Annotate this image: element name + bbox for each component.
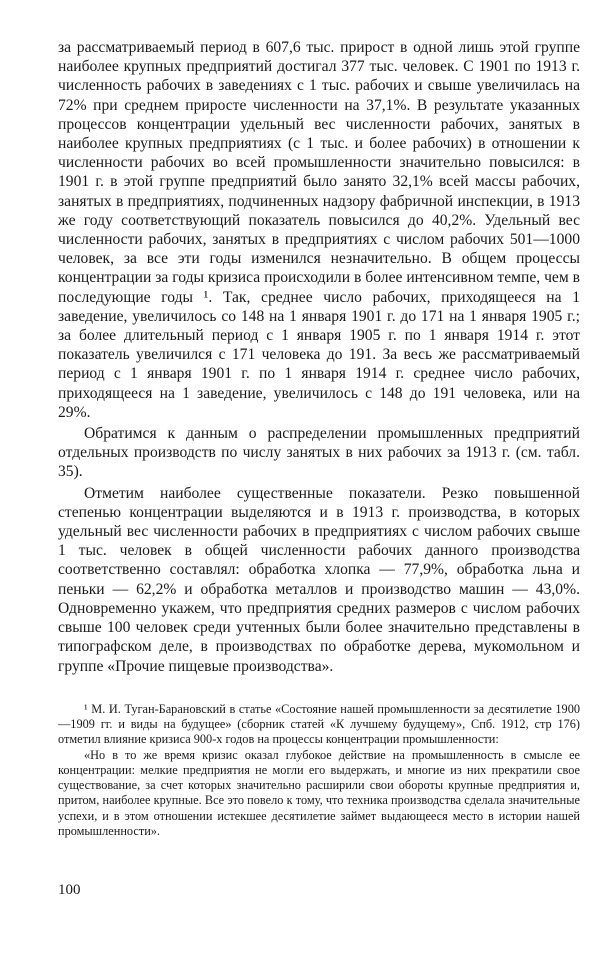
page-content xyxy=(58,38,580,839)
main-text xyxy=(58,38,580,676)
footnotes xyxy=(58,702,580,840)
page-number: 100 xyxy=(58,882,81,898)
paragraph-2: Обратимся к данным о распределении промышленных предприятий отдельных производств по числу занятых в них рабочих за 1913 г. (см. табл. 35). xyxy=(58,425,580,481)
footnote-quote: «Но в то же время кризис оказал глубокое действие на промышленность в смысле ее концентрации: мелкие предприятия не могли его выдержать, и многие из них прекратили свое существование, за счет которых значительно расширили свои обороты крупные предприятия и, притом, наиболее крупные. Все это повело к тому, что техника производства сделала значительные успехи, и в этом отношении истекшее десятилетие займет выдающееся место в истории нашей промышленности». xyxy=(58,747,580,839)
paragraph-1: за рассматриваемый период в 607,6 тыс. прирост в одной лишь этой группе наиболее крупных предприятий достигал 377 тыс. человек. С 1901 по 1913 г. численность рабочих в заведениях с 1 тыс. рабочих и свыше увеличилась на 72% при среднем приросте численности на 37,1%. В результате указанных процессов концентрации удельный вес численности рабочих, занятых в наиболее крупных предприятиях (с 1 тыс. и более рабочих) в отношении к численности рабочих во всей промышленности значительно повысился: в 1901 г. в этой группе предприятий было занято 32,1% всей массы рабочих, занятых в предприятиях, подчиненных надзору фабричной инспекции, в 1913 же году соответствующий показатель повысился до 40,2%. Удельный вес численности рабочих, занятых в предприятиях с числом рабочих 501—1000 человек, за все эти годы изменился незначительно. В общем процессы концентрации за годы кризиса происходили в более интенсивном темпе, чем в последующие годы ¹. Так, среднее число рабочих, приходящееся на 1 заведение, увеличилось со 148 на 1 января 1901 г. до 171 на 1 января 1905 г.; за более длительный период с 1 января 1905 г. по 1 января 1914 г. этот показатель увеличился с 171 человека до 191. За весь же рассматриваемый период с 1 января 1901 г. по 1 января 1914 г. среднее число рабочих, приходящееся на 1 заведение, увеличилось с 148 до 191 человека, или на 29%. xyxy=(58,39,580,421)
footnote-1: ¹ М. И. Туган-Барановский в статье «Состояние нашей промышленности за десятилетие 1900—1909 гг. и виды на будущее» (сборник статей «К лучшему будущему», Спб. 1912, стр 176) отметил влияние кризиса 900-х годов на процессы концентрации промышленности: xyxy=(58,701,580,747)
paragraph-3: Отметим наиболее существенные показатели. Резко повышенной степенью концентрации выделяются и в 1913 г. производства, в которых удельный вес численности рабочих в предприятиях с числом рабочих свыше 1 тыс. человек в общей численности рабочих данного производства соответственно составлял: обработка хлопка — 77,9%, обработка льна и пеньки — 62,2% и обработка металлов и производство машин — 43,0%. Одновременно укажем, что предприятия средних размеров с числом рабочих свыше 100 человек среди учтенных были более значительно представлены в типографском деле, в производствах по обработке дерева, мукомольном и группе «Прочие пищевые производства». xyxy=(58,484,580,675)
